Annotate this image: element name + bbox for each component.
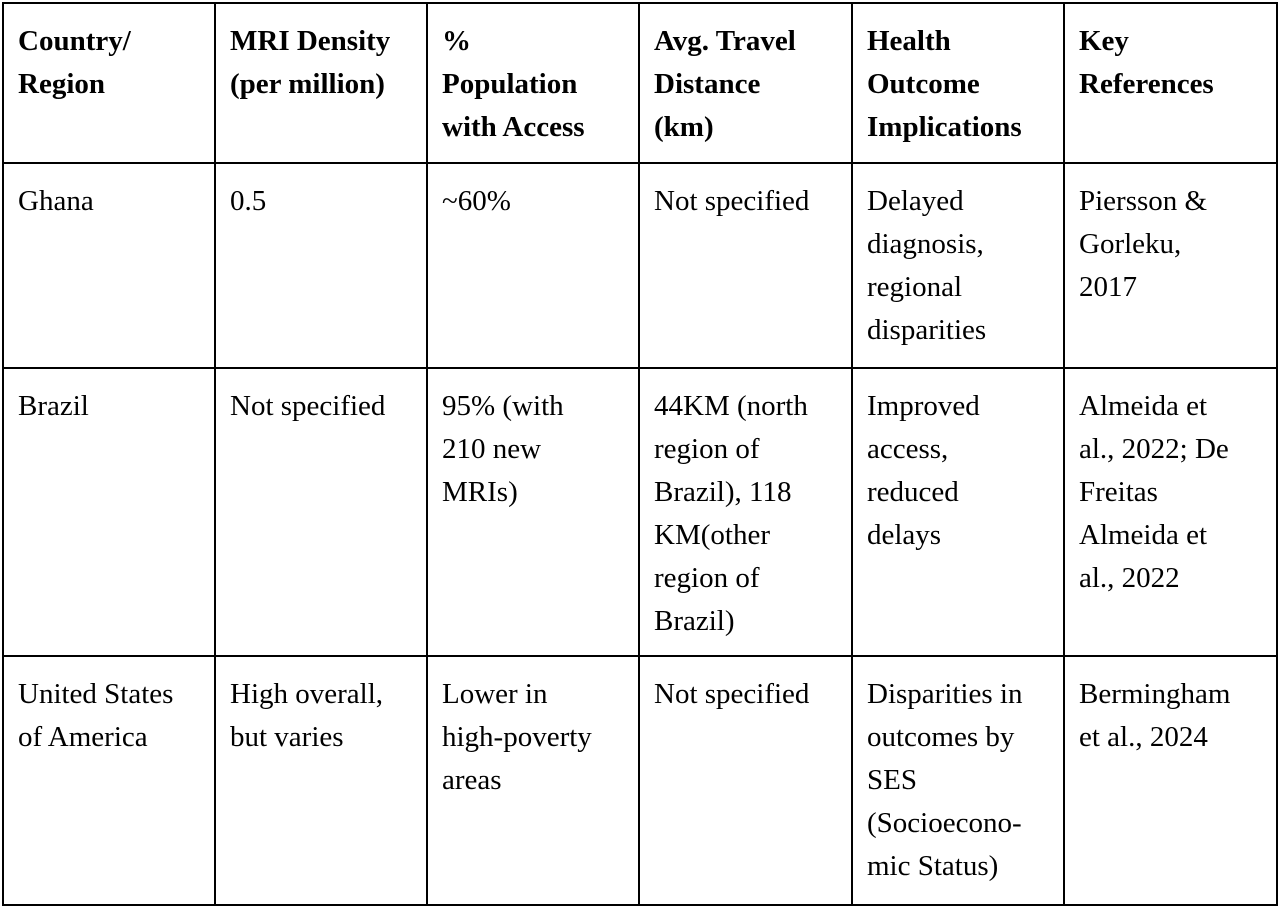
header-key-references: Key References xyxy=(1064,3,1277,163)
cell-key-references: Piersson & Gorleku, 2017 xyxy=(1064,163,1277,368)
cell-health-outcome: Improved access, reduced delays xyxy=(852,368,1064,656)
header-country-region: Country/ Region xyxy=(3,3,215,163)
table-row-brazil xyxy=(3,368,1277,656)
header-mri-density: MRI Density (per million) xyxy=(215,3,427,163)
header-travel-distance: Avg. Travel Distance (km) xyxy=(639,3,852,163)
cell-mri-density: 0.5 xyxy=(215,163,427,368)
cell-health-outcome: Delayed diagnosis, regional disparities xyxy=(852,163,1064,368)
cell-mri-density: High overall, but varies xyxy=(215,656,427,905)
table-row-ghana xyxy=(3,163,1277,368)
cell-key-references: Almeida et al., 2022; De Freitas Almeida et al., 2022 xyxy=(1064,368,1277,656)
cell-population-access: 95% (with 210 new MRIs) xyxy=(427,368,639,656)
cell-travel-distance: Not specified xyxy=(639,656,852,905)
header-population-access: % Population with Access xyxy=(427,3,639,163)
table-header-row xyxy=(3,3,1277,163)
cell-country: Brazil xyxy=(3,368,215,656)
mri-access-table xyxy=(2,2,1278,906)
cell-key-references: Bermingham et al., 2024 xyxy=(1064,656,1277,905)
cell-health-outcome: Disparities in outcomes by SES (Socioecono- mic Status) xyxy=(852,656,1064,905)
table-row-usa xyxy=(3,656,1277,905)
header-health-outcome: Health Outcome Implications xyxy=(852,3,1064,163)
cell-mri-density: Not specified xyxy=(215,368,427,656)
cell-population-access: ~60% xyxy=(427,163,639,368)
cell-population-access: Lower in high-poverty areas xyxy=(427,656,639,905)
cell-travel-distance: 44KM (north region of Brazil), 118 KM(other region of Brazil) xyxy=(639,368,852,656)
cell-country: United States of America xyxy=(3,656,215,905)
cell-travel-distance: Not specified xyxy=(639,163,852,368)
cell-country: Ghana xyxy=(3,163,215,368)
